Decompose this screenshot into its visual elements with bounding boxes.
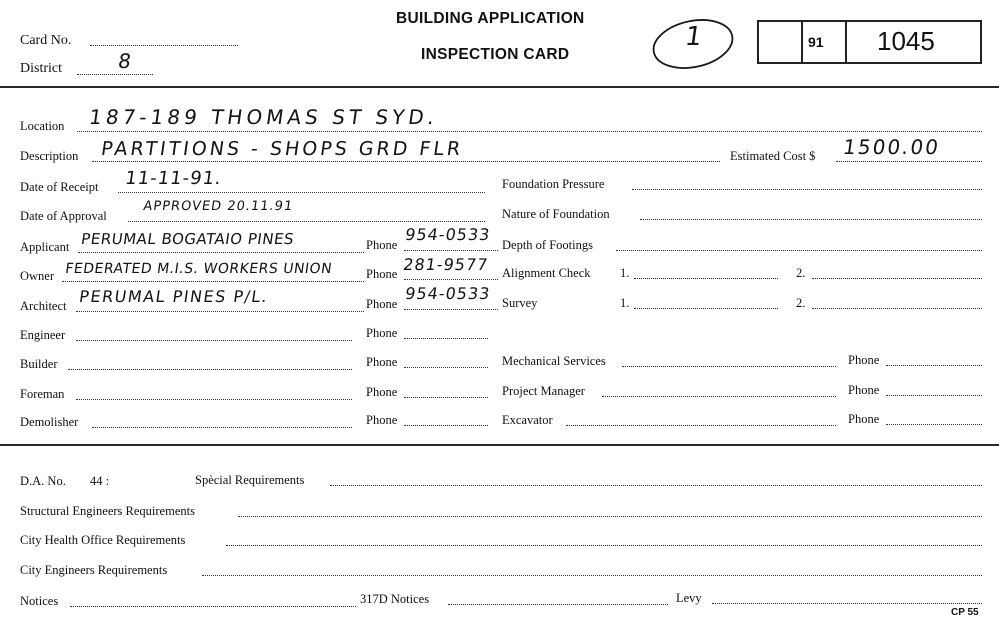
architect-value: PERUMAL PINES P/L. [78,287,270,306]
alignment-check-line2[interactable] [812,278,982,279]
reference-number: 1045 [877,26,935,56]
notices-line[interactable] [70,606,356,607]
excavator-phone-label: Phone [848,412,880,426]
date-approval-value: APPROVED 20.11.91 [142,199,295,214]
date-approval-label: Date of Approval [20,209,107,223]
levy-line[interactable] [712,603,982,604]
demolisher-line[interactable] [92,427,352,428]
excavator-line[interactable] [566,425,836,426]
survey-line2[interactable] [812,308,982,309]
reference-box-divider-1 [801,22,803,62]
applicant-value: PERUMAL BOGATAIO PINES [80,230,296,248]
reference-year: 91 [808,34,824,50]
survey-num2: 2. [796,296,806,310]
foreman-phone-label: Phone [366,385,398,399]
alignment-check-num2: 2. [796,266,806,280]
estimated-cost-value: 1500.00 [841,135,942,159]
demolisher-label: Demolisher [20,415,79,429]
section-divider [0,444,999,446]
location-line[interactable] [77,131,982,132]
city-engineers-line[interactable] [202,575,982,576]
foreman-phone-line[interactable] [404,397,488,398]
health-label: City Health Office Requirements [20,533,186,547]
builder-line[interactable] [68,369,352,370]
form-title-line2: INSPECTION CARD [421,46,570,63]
foundation-pressure-label: Foundation Pressure [502,177,605,191]
circled-number: 1 [683,22,705,52]
estimated-cost-label: Estimated Cost $ [730,149,816,163]
project-manager-label: Project Manager [502,384,585,398]
applicant-label: Applicant [20,240,70,254]
reference-box [757,20,982,64]
foreman-label: Foreman [20,387,65,401]
owner-phone-line[interactable] [404,279,498,280]
district-line[interactable] [77,74,153,75]
notices-317d-line[interactable] [448,604,668,605]
builder-phone-label: Phone [366,355,398,369]
notices-317d-label: 317D Notices [360,592,430,606]
special-requirements-line[interactable] [330,485,982,486]
levy-label: Levy [676,591,702,605]
structural-label: Structural Engineers Requirements [20,504,195,518]
applicant-phone-line[interactable] [404,250,498,251]
card-no-line[interactable] [90,45,238,46]
form-code: CP 55 [951,607,979,618]
project-manager-phone-line[interactable] [886,395,982,396]
header-divider [0,86,999,88]
estimated-cost-line[interactable] [836,161,982,162]
date-receipt-value: 11-11-91. [123,168,224,189]
applicant-phone: 954-0533 [404,225,492,244]
date-receipt-label: Date of Receipt [20,180,99,194]
location-value: 187-189 THOMAS ST SYD. [87,105,440,129]
notices-label: Notices [20,594,59,608]
health-line[interactable] [226,545,982,546]
owner-line[interactable] [62,281,364,282]
date-receipt-line[interactable] [118,192,485,193]
structural-line[interactable] [238,516,982,517]
alignment-check-line1[interactable] [634,278,778,279]
project-manager-line[interactable] [602,396,836,397]
depth-footings-line[interactable] [616,250,982,251]
city-engineers-label: City Engineers Requirements [20,563,168,577]
applicant-phone-label: Phone [366,238,398,252]
mechanical-services-label: Mechanical Services [502,354,606,368]
nature-foundation-line[interactable] [640,219,982,220]
card-no-label: Card No. [20,33,72,48]
survey-line1[interactable] [634,308,778,309]
excavator-label: Excavator [502,413,553,427]
engineer-line[interactable] [76,340,352,341]
reference-box-divider-2 [845,22,847,62]
survey-label: Survey [502,296,538,310]
location-label: Location [20,119,65,133]
date-approval-line[interactable] [128,221,485,222]
engineer-label: Engineer [20,328,66,342]
architect-line[interactable] [76,311,364,312]
demolisher-phone-line[interactable] [404,425,488,426]
builder-phone-line[interactable] [404,367,488,368]
applicant-line[interactable] [78,252,364,253]
alignment-check-num1: 1. [620,266,630,280]
da-no-label: D.A. No. [20,474,66,488]
form-title-line1: BUILDING APPLICATION [396,10,585,27]
nature-foundation-label: Nature of Foundation [502,207,610,221]
owner-phone: 281-9577 [402,255,490,274]
demolisher-phone-label: Phone [366,413,398,427]
mechanical-services-phone-line[interactable] [886,365,982,366]
project-manager-phone-label: Phone [848,383,880,397]
description-line[interactable] [92,161,720,162]
special-requirements-label: Spècial Requirements [195,473,305,487]
architect-label: Architect [20,299,67,313]
architect-phone-line[interactable] [404,309,498,310]
architect-phone-label: Phone [366,297,398,311]
mechanical-services-phone-label: Phone [848,353,880,367]
description-label: Description [20,149,79,163]
engineer-phone-line[interactable] [404,338,488,339]
survey-num1: 1. [620,296,630,310]
da-no-value: 44 : [90,474,110,488]
foreman-line[interactable] [76,399,352,400]
owner-value: FEDERATED M.I.S. WORKERS UNION [64,261,334,277]
depth-footings-label: Depth of Footings [502,238,593,252]
owner-label: Owner [20,269,55,283]
architect-phone: 954-0533 [404,284,492,303]
district-value: 8 [116,49,134,73]
alignment-check-label: Alignment Check [502,266,591,280]
mechanical-services-line[interactable] [622,366,836,367]
excavator-phone-line[interactable] [886,424,982,425]
owner-phone-label: Phone [366,267,398,281]
builder-label: Builder [20,357,58,371]
description-value: PARTITIONS - SHOPS GRD FLR [99,138,465,160]
district-label: District [20,61,62,76]
engineer-phone-label: Phone [366,326,398,340]
foundation-pressure-line[interactable] [632,189,982,190]
